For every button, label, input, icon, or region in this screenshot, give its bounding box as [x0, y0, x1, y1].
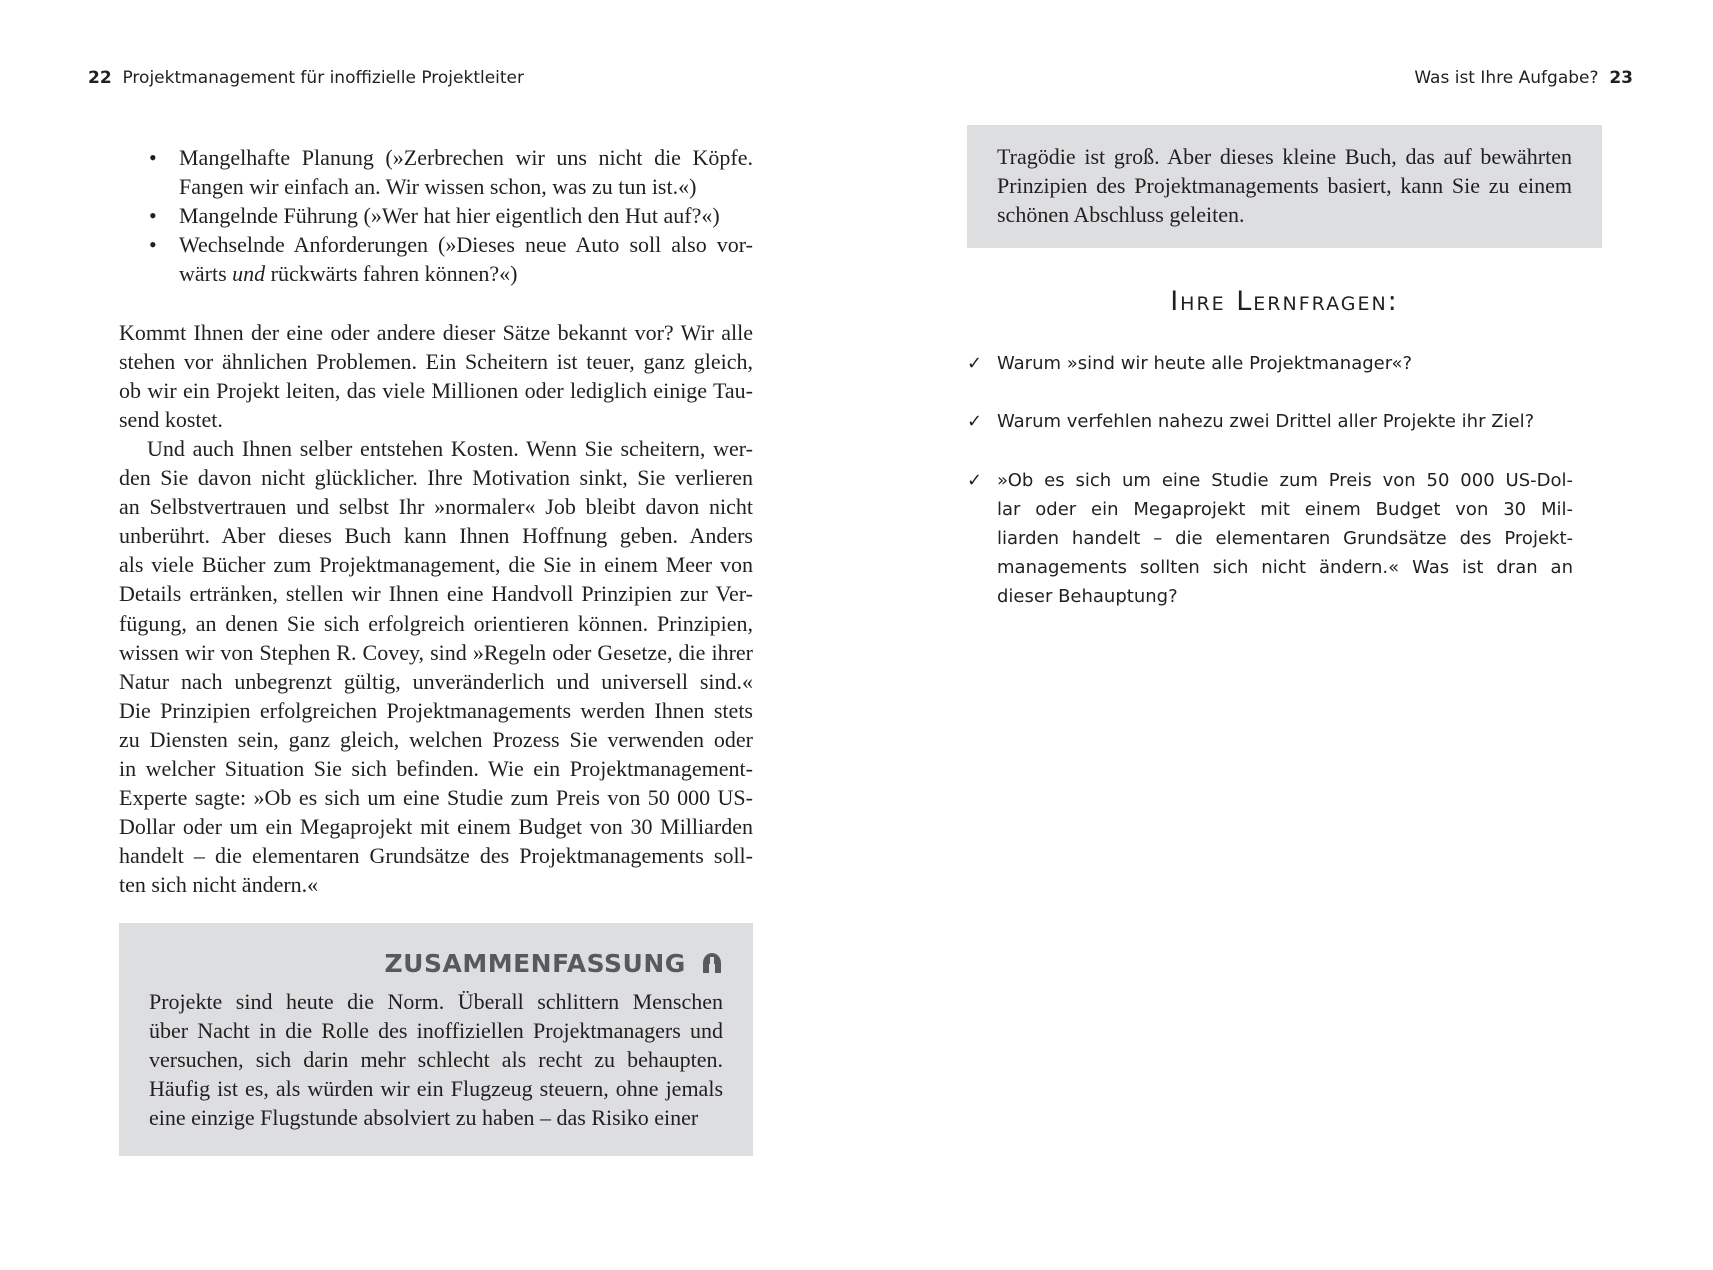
text-line: unberührt. Aber dieses Buch kann Ihnen Hoffnung geben. Anders — [119, 523, 753, 549]
question-item — [967, 349, 1573, 378]
summary-icon — [701, 951, 723, 981]
text-line: Projekte sind heute die Norm. Überall schlittern Menschen — [149, 989, 723, 1014]
summary-text — [119, 981, 753, 1132]
text-line: Tragödie ist groß. Aber dieses kleine Buch, das auf bewährten — [997, 144, 1572, 169]
text-line: stehen vor ähnlichen Problemen. Ein Scheitern ist teuer, ganz gleich, — [119, 349, 753, 375]
text-line: in welcher Situation Sie sich befinden. Wie ein Projektmanagement- — [119, 756, 753, 782]
text-line: Experte sagte: »Ob es sich um eine Studie zum Preis von 50 000 US- — [119, 785, 753, 811]
text-line: Häufig ist es, als würden wir ein Flugzeug steuern, ohne jemals — [149, 1076, 723, 1102]
text-line: wärts und rückwärts fahren können?«) — [179, 261, 518, 287]
text-line: Die Prinzipien erfolgreichen Projektmanagements werden Ihnen stets — [119, 697, 753, 723]
text-line: Mangelhafte Planung (»Zerbrechen wir uns nicht die Köpfe. — [179, 145, 753, 170]
lernfragen-heading: Ihre Lernfragen: — [1170, 286, 1399, 317]
text-line: den Sie davon nicht glücklicher. Ihre Motivation sinkt, Sie verlieren — [119, 465, 753, 491]
check-icon: ✓ — [967, 411, 983, 432]
list-item: • Wechselnde Anforderungen (»Dieses neue Auto soll also vor- wärts und rückwärts fahren können?«) — [119, 230, 753, 288]
list-item: • Mangelnde Führung (»Wer hat hier eigentlich den Hut auf?«) — [119, 201, 753, 230]
summary-box — [119, 923, 753, 1156]
text-line: handelt – die elementaren Grundsätze des Projektmanagements soll- — [119, 843, 753, 869]
page-number-left: 22 — [88, 68, 112, 88]
text-line: liarden handelt – die elementaren Grundsätze des Projekt- — [997, 528, 1573, 549]
text-line: managements sollten sich nicht ändern.« Was ist dran an — [997, 557, 1573, 578]
text-line: fügung, an denen Sie sich erfolgreich orientieren können. Prinzipien, — [119, 610, 753, 636]
text-line: Fangen wir einfach an. Wir wissen schon, was zu tun ist.«) — [179, 174, 697, 200]
text-line: Dollar oder um ein Megaprojekt mit einem Budget von 30 Milliarden — [119, 814, 753, 840]
summary-title: ZUSAMMENFASSUNG — [384, 949, 686, 978]
question-item — [967, 466, 1573, 611]
text-line: Mangelnde Führung (»Wer hat hier eigentlich den Hut auf?«) — [179, 203, 720, 229]
text-line: versuchen, sich darin mehr schlecht als recht zu behaupten. — [149, 1047, 723, 1073]
check-icon: ✓ — [967, 353, 983, 374]
paragraph-1 — [119, 318, 753, 434]
text-line: über Nacht in die Rolle des inoffiziellen Projektmanagers und — [149, 1018, 723, 1044]
text-line: schönen Abschluss geleiten. — [997, 202, 1245, 228]
text-line: Kommt Ihnen der eine oder andere dieser Sätze bekannt vor? Wir alle — [119, 320, 753, 345]
text-line: Und auch Ihnen selber entstehen Kosten. Wenn Sie scheitern, wer- — [147, 436, 753, 461]
text-line: dieser Behauptung? — [997, 586, 1178, 607]
page-number-right: 23 — [1609, 68, 1633, 88]
text-line: Details ertränken, stellen wir Ihnen eine Handvoll Prinzipien zur Ver- — [119, 581, 753, 607]
text-line: ob wir ein Projekt leiten, das viele Millionen oder lediglich einige Tau- — [119, 378, 753, 404]
text-line: Warum »sind wir heute alle Projektmanager«? — [997, 353, 1413, 374]
summary-box-continued — [967, 125, 1602, 248]
bullet-list — [119, 143, 753, 288]
text-line: send kostet. — [119, 407, 223, 433]
text-line: wissen wir von Stephen R. Covey, sind »Regeln oder Gesetze, die ihrer — [119, 639, 753, 665]
text-line: Warum verfehlen nahezu zwei Drittel aller Projekte ihr Ziel? — [997, 411, 1535, 432]
summary-heading — [119, 923, 753, 981]
check-icon: ✓ — [967, 470, 983, 491]
text-line: lar oder ein Megaprojekt mit einem Budget von 30 Mil- — [997, 499, 1573, 520]
text-line: »Ob es sich um eine Studie zum Preis von 50 000 US-Dol- — [997, 470, 1573, 491]
text-line: eine einzige Flugstunde absolviert zu haben – das Risiko einer — [149, 1105, 699, 1131]
question-item — [967, 407, 1573, 436]
list-item: • Mangelhafte Planung (»Zerbrechen wir uns nicht die Köpfe. Fangen wir einfach an. Wir wissen schon, was zu tun ist.«) — [119, 143, 753, 201]
text-line: Natur nach unbegrenzt gültig, unveränderlich und universell sind.« — [119, 668, 753, 694]
text-line: Wechselnde Anforderungen (»Dieses neue Auto soll also vor- — [179, 232, 753, 258]
text-line: Prinzipien des Projektmanagements basiert, kann Sie zu einem — [997, 173, 1572, 199]
paragraph-2 — [119, 434, 753, 900]
left-page-header — [88, 68, 524, 88]
text-line: ten sich nicht ändern.« — [119, 872, 319, 898]
text-line: zu Diensten sein, ganz gleich, welchen Prozess Sie verwenden oder — [119, 726, 753, 752]
running-title-right: Was ist Ihre Aufgabe? — [1414, 68, 1599, 88]
text-line: als viele Bücher zum Projektmanagement, die Sie in einem Meer von — [119, 552, 753, 578]
running-title-left: Projektmanagement für inoffizielle Projektleiter — [122, 68, 525, 88]
text-line: an Selbstvertrauen und selbst Ihr »normaler« Job bleibt davon nicht — [119, 494, 753, 520]
right-page-header — [1414, 68, 1633, 88]
